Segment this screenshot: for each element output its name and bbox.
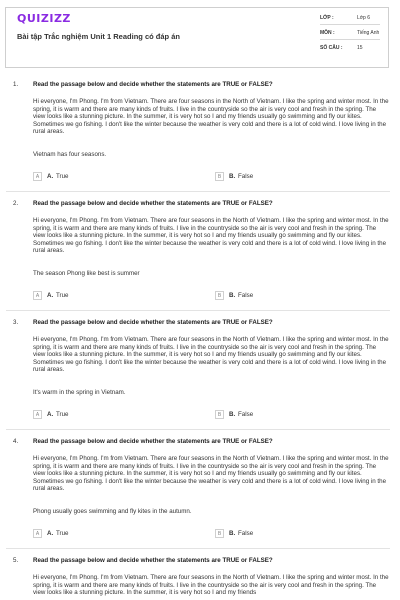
question-number: 5. — [13, 557, 19, 564]
option-text: False — [238, 292, 254, 299]
question-number: 4. — [13, 438, 19, 445]
option-letter-box: A — [33, 291, 42, 300]
option-label: B. — [229, 292, 236, 299]
option-letter-box: B — [215, 410, 224, 419]
option-text: False — [238, 530, 254, 537]
document-title: Bài tập Trắc nghiệm Unit 1 Reading có đáp án — [17, 32, 180, 41]
option-text: False — [238, 411, 254, 418]
option-label: B. — [229, 530, 236, 537]
question-passage: Hi everyone, I'm Phong. I'm from Vietnam. There are four seasons in the North of Vietnam. I like the spring and winter most. In the spring, it is warm and there are many kinds of fruits. I live in the countryside so the air is very cool and fresh in the spring. The view looks like a stunning picture. In the summer, it is very hot so I and my friends — [33, 574, 389, 597]
question-passage: Hi everyone, I'm Phong. I'm from Vietnam. There are four seasons in the North of Vietnam. I like the spring and winter most. In the spring, it is warm and there are many kinds of fruits. I live in the countryside so the air is very cool and fresh in the spring. The view looks like a stunning picture. In the summer, it is very hot so I and my friends usually go swimming and fly our kites. Sometimes we go fishing. I don't like the winter because the weather is very cold and there is a lot of cold wind. I love living in the rural areas. — [33, 336, 389, 374]
option-text: True — [56, 411, 69, 418]
quizizz-logo: QUIZIZZ — [17, 12, 71, 25]
meta-grade-value: Lớp 6 — [357, 15, 371, 21]
option-letter-box: A — [33, 410, 42, 419]
option-label: B. — [229, 173, 236, 180]
option-letter-box: B — [215, 529, 224, 538]
option-label: A. — [47, 411, 54, 418]
question-passage: Hi everyone, I'm Phong. I'm from Vietnam. There are four seasons in the North of Vietnam. I like the spring and winter most. In the spring, it is warm and there are many kinds of fruits. I live in the countryside so the air is very cool and fresh in the spring. The view looks like a stunning picture. In the summer, it is very hot so I and my friends usually go swimming and fly our kites. Sometimes we go fishing. I don't like the winter because the weather is very cold and there is a lot of cold wind. I love living in the rural areas. — [33, 98, 389, 136]
meta-subject — [320, 30, 382, 40]
question-statement: Vietnam has four seasons. — [33, 151, 107, 158]
option-label: A. — [47, 530, 54, 537]
question-statement: It's warm in the spring in Vietnam. — [33, 389, 126, 396]
option-letter-box: B — [215, 291, 224, 300]
question-passage: Hi everyone, I'm Phong. I'm from Vietnam. There are four seasons in the North of Vietnam. I like the spring and winter most. In the spring, it is warm and there are many kinds of fruits. I live in the countryside so the air is very cool and fresh in the spring. The view looks like a stunning picture. In the summer, it is very hot so I and my friends usually go swimming and fly our kites. Sometimes we go fishing. I don't like the winter because the weather is very cold and there is a lot of cold wind. I love living in the rural areas. — [33, 455, 389, 493]
question-divider — [6, 310, 390, 311]
option-label: A. — [47, 292, 54, 299]
question-statement: Phong usually goes swimming and fly kites in the autumn. — [33, 508, 192, 515]
question-title: Read the passage below and decide whether the statements are TRUE or FALSE? — [33, 438, 273, 445]
meta-count-key: SỐ CÂU : — [320, 45, 343, 51]
meta-grade-key: LỚP : — [320, 15, 334, 21]
option-label: A. — [47, 173, 54, 180]
question-title: Read the passage below and decide whether the statements are TRUE or FALSE? — [33, 319, 273, 326]
option-letter-box: A — [33, 529, 42, 538]
meta-subject-value: Tiếng Anh — [357, 30, 380, 36]
meta-question-count — [320, 45, 382, 55]
question-title: Read the passage below and decide whether the statements are TRUE or FALSE? — [33, 557, 273, 564]
meta-count-value: 15 — [357, 45, 363, 51]
question-number: 3. — [13, 319, 19, 326]
question-statement: The season Phong like best is summer — [33, 270, 140, 277]
question-divider — [6, 429, 390, 430]
question-number: 1. — [13, 81, 19, 88]
question-passage: Hi everyone, I'm Phong. I'm from Vietnam. There are four seasons in the North of Vietnam. I like the spring and winter most. In the spring, it is warm and there are many kinds of fruits. I live in the countryside so the air is very cool and fresh in the spring. The view looks like a stunning picture. In the summer, it is very hot so I and my friends usually go swimming and fly our kites. Sometimes we go fishing. I don't like the winter because the weather is very cold and there is a lot of cold wind. I love living in the rural areas. — [33, 217, 389, 255]
meta-grade — [320, 15, 382, 25]
meta-divider — [320, 24, 380, 25]
question-title: Read the passage below and decide whether the statements are TRUE or FALSE? — [33, 200, 273, 207]
option-text: True — [56, 530, 69, 537]
question-number: 2. — [13, 200, 19, 207]
option-text: False — [238, 173, 254, 180]
question-divider — [6, 548, 390, 549]
meta-subject-key: MÔN : — [320, 30, 335, 36]
option-letter-box: B — [215, 172, 224, 181]
option-label: B. — [229, 411, 236, 418]
option-text: True — [56, 173, 69, 180]
meta-divider — [320, 39, 380, 40]
question-title: Read the passage below and decide whether the statements are TRUE or FALSE? — [33, 81, 273, 88]
option-text: True — [56, 292, 69, 299]
option-letter-box: A — [33, 172, 42, 181]
question-divider — [6, 191, 390, 192]
